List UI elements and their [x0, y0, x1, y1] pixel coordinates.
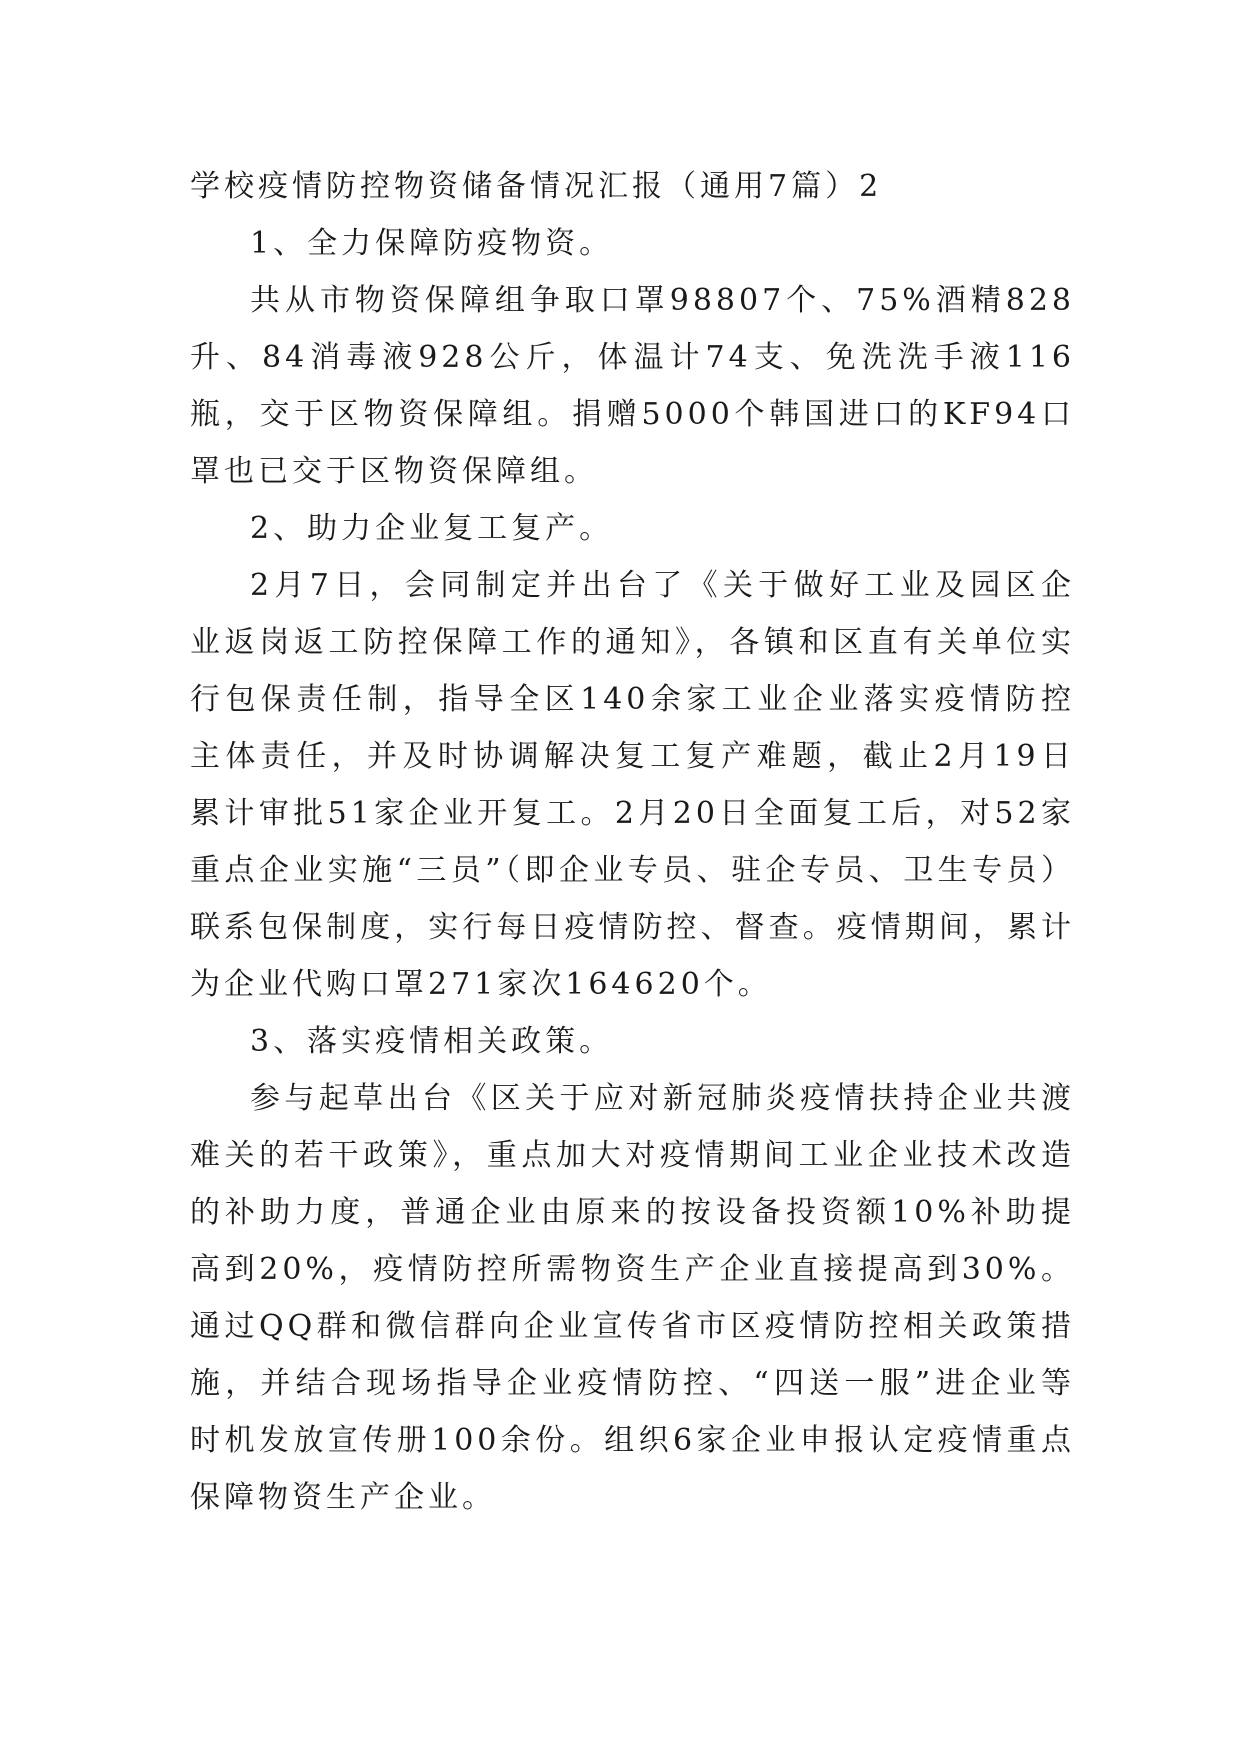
document-body [190, 158, 1075, 1526]
section-heading-2: 2、助力企业复工复产。 [250, 511, 614, 546]
section-paragraph-1: 共从市物资保障组争取口罩98807个、75%酒精828升、84消毒液928公斤，体温计74支、免洗洗手液116瓶，交于区物资保障组。捐赠5000个韩国进口的KF94口罩也已交于区物资保障组。 [190, 283, 1075, 489]
document-title: 学校疫情防控物资储备情况汇报（通用7篇）2 [190, 169, 883, 204]
section-paragraph-3: 参与起草出台《区关于应对新冠肺炎疫情扶持企业共渡难关的若干政策》，重点加大对疫情期间工业企业技术改造的补助力度，普通企业由原来的按设备投资额10%补助提高到20%，疫情防控所需物资生产企业直接提高到30%。通过QQ群和微信群向企业宣传省市区疫情防控相关政策措施，并结合现场指导企业疫情防控、“四送一服”进企业等时机发放宣传册100余份。组织6家企业申报认定疫情重点保障物资生产企业。 [190, 1081, 1075, 1515]
section-paragraph-2: 2月7日，会同制定并出台了《关于做好工业及园区企业返岗返工防控保障工作的通知》，各镇和区直有关单位实行包保责任制，指导全区140余家工业企业落实疫情防控主体责任，并及时协调解决复工复产难题，截止2月19日累计审批51家企业开复工。2月20日全面复工后，对52家重点企业实施“三员”（即企业专员、驻企专员、卫生专员）联系包保制度，实行每日疫情防控、督查。疫情期间，累计为企业代购口罩271家次164620个。 [190, 568, 1075, 1002]
section-heading-3: 3、落实疫情相关政策。 [250, 1024, 614, 1059]
section-heading-1: 1、全力保障防疫物资。 [250, 226, 614, 261]
